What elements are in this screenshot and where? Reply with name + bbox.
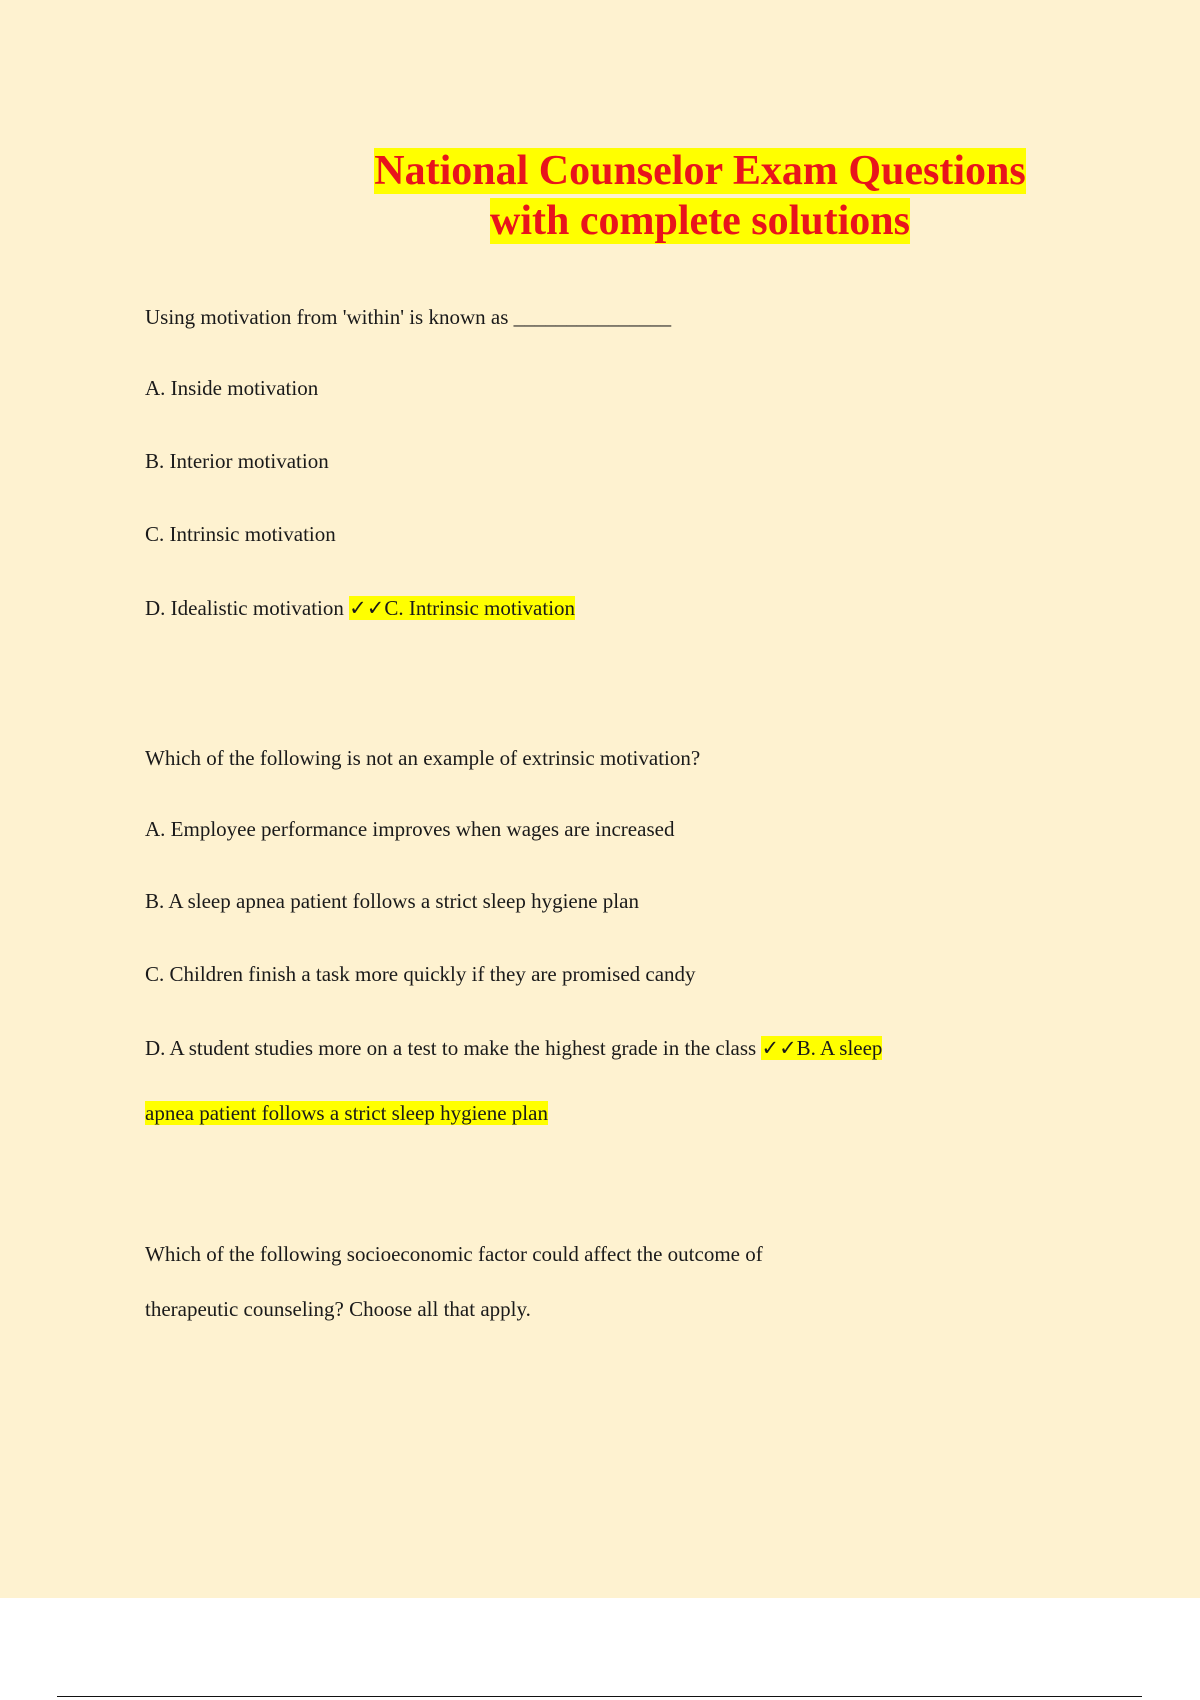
- title-line-1: National Counselor Exam Questions: [374, 148, 1026, 194]
- question-1-option-c: C. Intrinsic motivation: [145, 522, 336, 546]
- question-2-answer-part-1: ✓✓B. A sleep: [761, 1036, 883, 1060]
- question-1-answer: ✓✓C. Intrinsic motivation: [349, 596, 576, 620]
- question-1-prompt: Using motivation from 'within' is known as _______________: [145, 305, 672, 329]
- question-2-answer-row: [145, 1099, 548, 1127]
- document-title: [300, 146, 1100, 246]
- question-2-option-b: B. A sleep apnea patient follows a strict sleep hygiene plan: [145, 889, 639, 913]
- question-1-option-a: A. Inside motivation: [145, 376, 319, 400]
- question-1-option-b: B. Interior motivation: [145, 449, 329, 473]
- question-1-option-d: D. Idealistic motivation: [145, 596, 344, 620]
- footer-divider: [57, 1696, 1142, 1697]
- question-2-option-d-row: [145, 1034, 882, 1062]
- question-2-prompt: Which of the following is not an example of extrinsic motivation?: [145, 746, 701, 770]
- question-2-option-a: A. Employee performance improves when wages are increased: [145, 817, 675, 841]
- question-3-prompt-line-1: Which of the following socioeconomic factor could affect the outcome of: [145, 1242, 763, 1266]
- question-3-prompt-line-2: therapeutic counseling? Choose all that apply.: [145, 1297, 531, 1321]
- question-2-option-d: D. A student studies more on a test to make the highest grade in the class: [145, 1036, 757, 1060]
- question-1-option-d-row: [145, 594, 575, 622]
- title-line-2: with complete solutions: [490, 198, 910, 244]
- question-2-answer-part-2: apnea patient follows a strict sleep hygiene plan: [145, 1101, 548, 1125]
- question-2-option-c: C. Children finish a task more quickly if they are promised candy: [145, 962, 696, 986]
